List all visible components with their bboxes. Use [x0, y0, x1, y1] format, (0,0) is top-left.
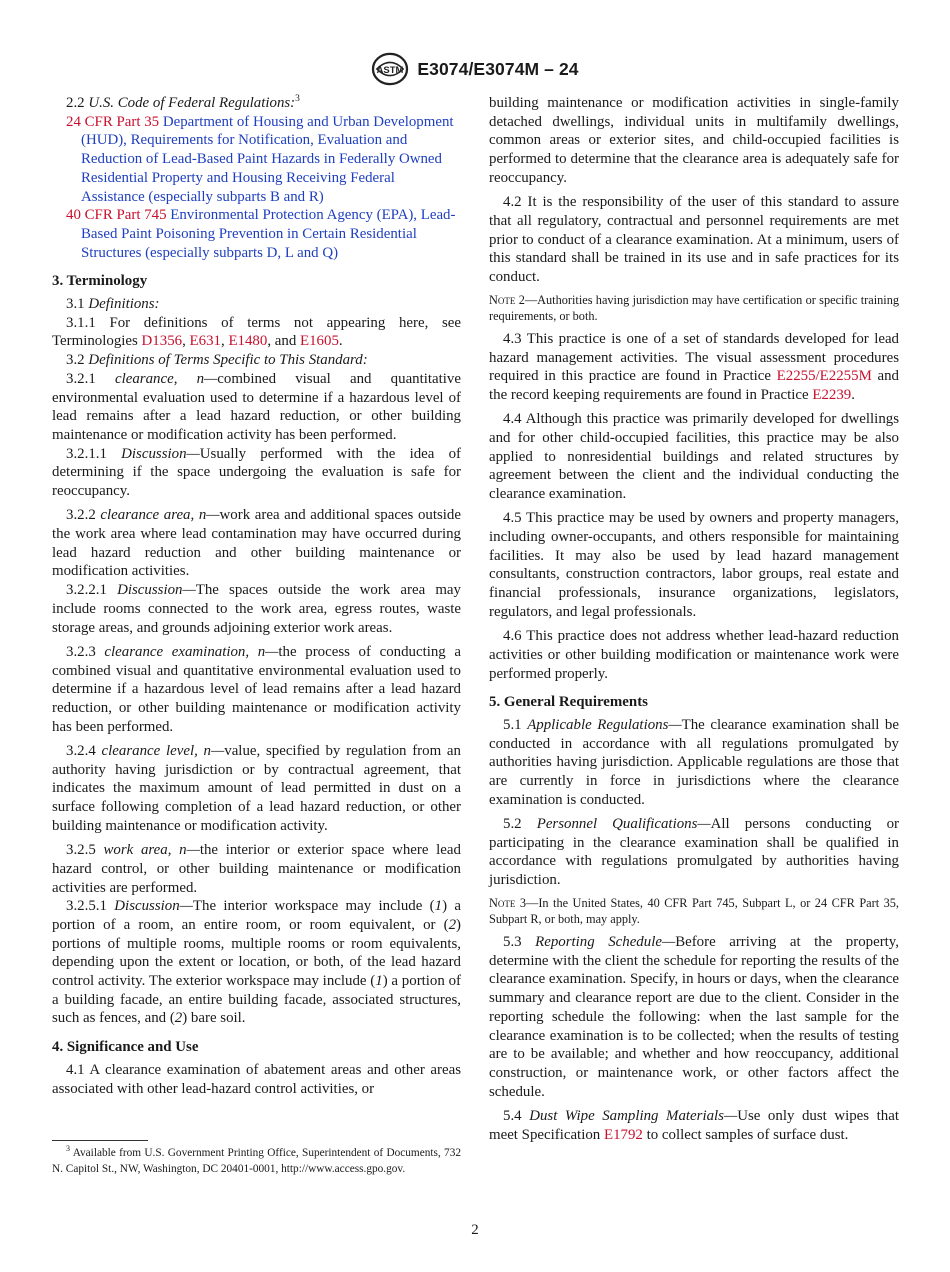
section-5-3: 5.3 Reporting Schedule—Before arriving at the property, determine with the client the schedule for reporting the results of the clearance examination. Specify, in hours or days, when the clearance summary and clearance report are due to the client. Consider in the reporting schedule the following: when the last sample for the clearance examination is to be collected; when the results of testing are to be available; and whether and how reoccupancy, additional construction, or maintenance work, or other factors affect the schedule.: [489, 934, 900, 1100]
section-3-2: 3.2 Definitions of Terms Specific to This Standard:: [66, 352, 368, 369]
link-e1792[interactable]: E1792: [603, 1126, 643, 1143]
link-e1480[interactable]: E1480: [228, 333, 268, 350]
right-column: [489, 94, 899, 1150]
section-3-2-5-1: 3.2.5.1 Discussion—The interior workspace may include (1) a portion of a room, an entire room, or room equivalent, or (2) portions of multiple rooms, multiple rooms or room equivalents, depending upon the extent or location, or both, of the lead hazard control activity. The exterior workspace may include (1) a portion of a building facade, an entire building facade, associated structures, such as fences, and (2) bare soil.: [52, 898, 461, 1027]
svg-text:ASTM: ASTM: [376, 64, 404, 76]
section-2-2: 2.2 U.S. Code of Federal Regulations:$^3$: [66, 94, 300, 111]
section-4-3: 4.3 This practice is one of a set of standards developed for lead hazard management activities. The visual assessment procedures required in this practice are found in Practice E2255/E2255M and the record keeping requirements are found in Practice E2239.: [489, 330, 899, 403]
footnote-3: $^3$ Available from U.S. Government Printing Office, Superintendent of Documents, 732 N. Capitol St., NW, Washington, DC 20401-0001, http://www.access.gpo.gov.: [52, 1144, 462, 1175]
section-5-4: 5.4 Dust Wipe Sampling Materials—Use only dust wipes that meet Specification E1792 to collect samples of surface dust.: [489, 1107, 899, 1143]
note-2: Note 2—Authorities having jurisdiction may have certification or specific training requirements, or both.: [489, 293, 899, 324]
section-3-2-5: 3.2.5 work area, n—the interior or exterior space where lead hazard control, or other building maintenance or modification activities are performed.: [52, 842, 461, 896]
link-24-cfr-35[interactable]: 24 CFR Part 35: [66, 113, 160, 130]
heading-significance-and-use: 4. Significance and Use: [52, 1039, 199, 1056]
link-e631[interactable]: E631: [189, 333, 221, 350]
section-4-4: 4.4 Although this practice was primarily developed for dwellings and for other child-occupied facilities, this practice may be also applied to nonresidential buildings and related structures by agreement between the client and the individual conducting the clearance examination.: [489, 411, 899, 503]
link-40-cfr-745[interactable]: 40 CFR Part 745: [66, 207, 167, 224]
page-number: 2: [471, 1222, 479, 1238]
link-e2239[interactable]: E2239: [812, 386, 852, 403]
section-4-5: 4.5 This practice may be used by owners and property managers, including owner-occupants, and others responsible for maintaining facilities. It may also be used by lead hazard management consultants, construction contractors, labor groups, real estate and financial professionals, insurance organizations, legislators, regulators, and legal professionals.: [489, 510, 899, 620]
reference-40-cfr-745: [52, 206, 461, 262]
section-3-2-4: 3.2.4 clearance level, n—value, specified by regulation from an authority having jurisdiction or by contractual agreement, that indicates the maximum amount of lead permitted in dust on a surface following completion of a lead hazard reduction, or other building maintenance or modification activity.: [52, 742, 461, 834]
reference-24-cfr-35: [52, 113, 461, 207]
section-3-2-1-1: 3.2.1.1 Discussion—Usually performed with the idea of determining if the space undergoing the evaluation is safe for reoccupancy.: [52, 445, 461, 500]
section-3-1-1: 3.1.1 For definitions of terms not appearing here, see Terminologies D1356, E631, E1480, and E1605.: [52, 314, 461, 350]
link-e2255[interactable]: E2255/E2255M: [776, 368, 872, 385]
heading-general-requirements: 5. General Requirements: [489, 694, 648, 711]
section-5-1: 5.1 Applicable Regulations—The clearance examination shall be conducted in accordance with all regulations promulgated by authorities having jurisdiction. Applicable regulations are those that are currently in force in jurisdictions where the clearance examination is conducted.: [489, 716, 899, 808]
section-3-2-2-1: 3.2.2.1 Discussion—The spaces outside the work area may include rooms connected to the work area, egress routes, waste storage areas, and grounds adjoining exterior work areas.: [52, 582, 461, 636]
heading-terminology: 3. Terminology: [52, 273, 148, 290]
footnote-divider: [52, 1140, 148, 1141]
section-4-1-continued: building maintenance or modification activities in single-family detached dwellings, individual units in multifamily dwellings, common areas or exterior sites, and child-occupied facilities is performed to determine that the clearance area is adequately safe for reoccupancy.: [489, 95, 899, 186]
link-d1356[interactable]: D1356: [141, 333, 183, 350]
section-3-2-2: 3.2.2 clearance area, n—work area and additional spaces outside the work area where lead contamination may have occurred during lead hazard reduction and other building maintenance or modification activities.: [52, 507, 461, 580]
link-e1605[interactable]: E1605: [300, 333, 339, 350]
section-4-2: 4.2 It is the responsibility of the user of this standard to assure that all regulatory, contractual and personnel requirements are met prior to conduct of a clearance examination. At a minimum, users of this standard shall be trained in its use and in safe practices for its conduct.: [489, 194, 899, 285]
reference-text[interactable]: Department of Housing and Urban Development (HUD), Requirements for Notification, Evaluation and Reduction of Lead-Based Paint Hazards in Federally Owned Residential Property and Housing Receiving Federal Assistance (especially subparts B and R): [81, 113, 454, 205]
section-3-2-1: 3.2.1 clearance, n—combined visual and quantitative environmental evaluation used to determine if a hazardous level of lead remains after a lead hazard reduction, or other building maintenance or modification activity has been performed.: [52, 370, 461, 443]
section-4-1-start: 4.1 A clearance examination of abatement areas and other areas associated with other lead-hazard control activities, or: [52, 1061, 461, 1097]
section-4-6: 4.6 This practice does not address whether lead-hazard reduction activities or other building modification or maintenance work were performed properly.: [489, 628, 899, 682]
note-3: Note 3—In the United States, 40 CFR Part 745, Subpart L, or 24 CFR Part 35, Subpart R, or both, may apply.: [489, 896, 899, 927]
section-3-1: 3.1 Definitions:: [66, 296, 160, 313]
standard-designation: E3074/E3074M – 24: [417, 58, 579, 79]
page-header: [0, 52, 950, 86]
footnote-ref[interactable]: 3: [295, 94, 300, 104]
astm-logo-icon: [371, 52, 409, 86]
reference-text[interactable]: Environmental Protection Agency (EPA), Lead-Based Paint Poisoning Prevention in Certain Residential Structures (especially subparts D, L and Q): [81, 207, 456, 261]
section-5-2: 5.2 Personnel Qualifications—All persons conducting or participating in the clearance examination shall be qualified in accordance with regulations promulgated by authorities having jurisdiction.: [489, 816, 899, 889]
section-3-2-3: 3.2.3 clearance examination, n—the process of conducting a combined visual and quantitative environmental evaluation used to determine if a hazardous level of lead remains after a lead hazard reduction, or other building maintenance or modification activity has been performed.: [52, 643, 461, 735]
left-column: [52, 94, 461, 1104]
